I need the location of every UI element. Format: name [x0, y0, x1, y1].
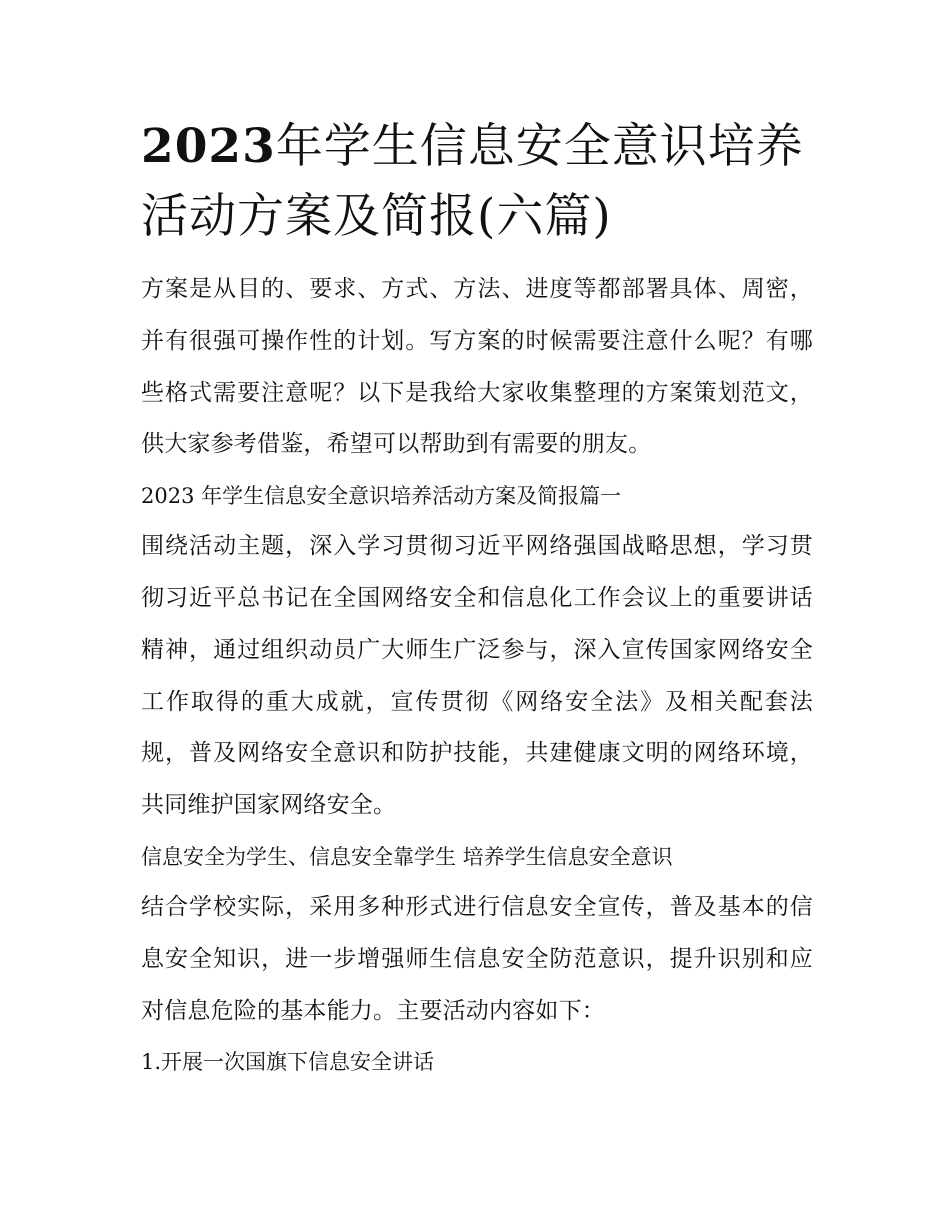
list-item: 1.开展一次国旗下信息安全讲话 [141, 1050, 435, 1075]
intro-paragraph: 方案是从目的、要求、方式、方法、进度等都部署具体、周密，并有很强可操作性的计划。写方案的时候需要注意什么呢？有哪些格式需要注意呢？以下是我给大家收集整理的方案策划范文，供大家参考借鉴，希望可以帮助到有需要的朋友。 [141, 276, 813, 458]
slogan-line: 信息安全为学生、信息安全靠学生 培养学生信息安全意识 [141, 844, 673, 869]
title-year: 2023 [141, 119, 276, 174]
paragraph-activities: 结合学校实际，采用多种形式进行信息安全宣传，普及基本的信息安全知识，进一步增强师生信息安全防范意识，提升识别和应对信息危险的基本能力。主要活动内容如下： [141, 893, 813, 1024]
document-title [141, 112, 813, 252]
title-text: 年学生信息安全意识培养活动方案及简报(六篇) [141, 119, 804, 244]
document-body [141, 264, 813, 1087]
paragraph-theme: 围绕活动主题，深入学习贯彻习近平网络强国战略思想，学习贯彻习近平总书记在全国网络安全和信息化工作会议上的重要讲话精神，通过组织动员广大师生广泛参与，深入宣传国家网络安全工作取得的重大成就，宣传贯彻《网络安全法》及相关配套法规，普及网络安全意识和防护技能，共建健康文明的网络环境，共同维护国家网络安全。 [141, 533, 813, 819]
document-page [141, 112, 813, 1087]
section-heading: 2023 年学生信息安全意识培养活动方案及简报篇一 [141, 484, 622, 509]
